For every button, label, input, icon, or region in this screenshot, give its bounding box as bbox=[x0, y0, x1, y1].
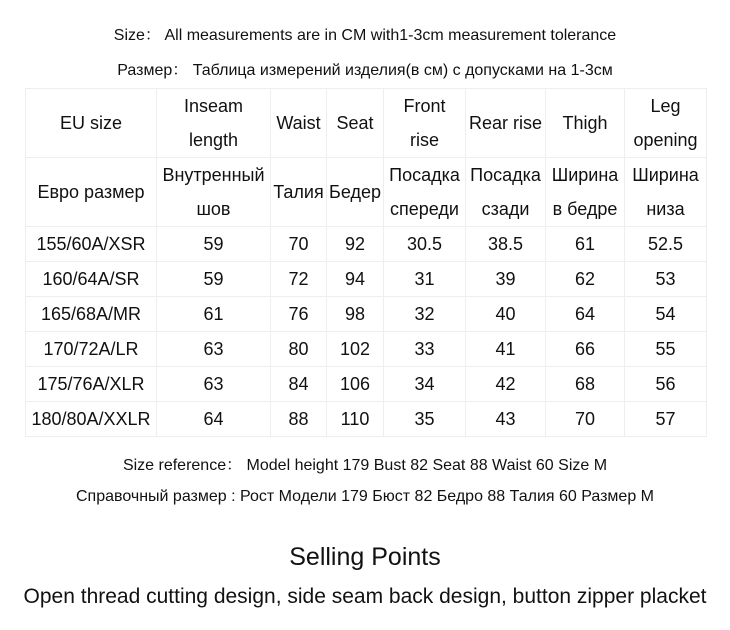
table-cell: 52.5 bbox=[625, 227, 707, 262]
header-row-russian bbox=[26, 158, 707, 227]
table-row bbox=[26, 262, 707, 297]
table-cell: 70 bbox=[271, 227, 327, 262]
table-cell: 180/80A/XXLR bbox=[26, 402, 157, 437]
table-cell: 155/60A/XSR bbox=[26, 227, 157, 262]
table-cell: 31 bbox=[384, 262, 466, 297]
selling-points-title: Selling Points bbox=[289, 543, 441, 571]
table-cell: 63 bbox=[157, 332, 271, 367]
table-cell: 34 bbox=[384, 367, 466, 402]
table-cell: 40 bbox=[466, 297, 546, 332]
selling-points-text: Open thread cutting design, side seam back design, button zipper placket bbox=[23, 585, 707, 608]
header-cell: Seat bbox=[327, 89, 384, 158]
table-cell: 38.5 bbox=[466, 227, 546, 262]
table-cell: 94 bbox=[327, 262, 384, 297]
table-cell: 61 bbox=[546, 227, 625, 262]
table-cell: 84 bbox=[271, 367, 327, 402]
table-cell: 39 bbox=[466, 262, 546, 297]
table-cell: 170/72A/LR bbox=[26, 332, 157, 367]
table-cell: 41 bbox=[466, 332, 546, 367]
table-cell: 98 bbox=[327, 297, 384, 332]
table-cell: 102 bbox=[327, 332, 384, 367]
header-cell: Посадка спереди bbox=[384, 158, 466, 227]
table-cell: 68 bbox=[546, 367, 625, 402]
table-cell: 70 bbox=[546, 402, 625, 437]
table-cell: 62 bbox=[546, 262, 625, 297]
header-cell: Внутренный шов bbox=[157, 158, 271, 227]
table-cell: 54 bbox=[625, 297, 707, 332]
table-cell: 64 bbox=[546, 297, 625, 332]
table-cell: 56 bbox=[625, 367, 707, 402]
header-row-english bbox=[26, 89, 707, 158]
size-reference-english: Size reference： Model height 179 Bust 82 Seat 88 Waist 60 Size M bbox=[122, 457, 608, 474]
table-cell: 55 bbox=[625, 332, 707, 367]
table-cell: 59 bbox=[157, 262, 271, 297]
header-cell: Ширина низа bbox=[625, 158, 707, 227]
size-chart-table bbox=[25, 88, 707, 437]
table-cell: 92 bbox=[327, 227, 384, 262]
table-cell: 88 bbox=[271, 402, 327, 437]
table-cell: 43 bbox=[466, 402, 546, 437]
measurement-note-russian: Размер： Таблица измерений изделия(в см) с допусками на 1-3см bbox=[117, 62, 613, 79]
table-row bbox=[26, 402, 707, 437]
header-cell: Евро размер bbox=[26, 158, 157, 227]
table-cell: 76 bbox=[271, 297, 327, 332]
table-cell: 66 bbox=[546, 332, 625, 367]
header-cell: Waist bbox=[271, 89, 327, 158]
header-cell: Rear rise bbox=[466, 89, 546, 158]
table-cell: 32 bbox=[384, 297, 466, 332]
table-cell: 63 bbox=[157, 367, 271, 402]
table-cell: 106 bbox=[327, 367, 384, 402]
table-cell: 80 bbox=[271, 332, 327, 367]
table-cell: 64 bbox=[157, 402, 271, 437]
table-row bbox=[26, 227, 707, 262]
table-row bbox=[26, 367, 707, 402]
header-cell: Посадка сзади bbox=[466, 158, 546, 227]
table-cell: 42 bbox=[466, 367, 546, 402]
table-cell: 59 bbox=[157, 227, 271, 262]
table-cell: 57 bbox=[625, 402, 707, 437]
table-cell: 165/68A/MR bbox=[26, 297, 157, 332]
table-cell: 33 bbox=[384, 332, 466, 367]
header-cell: Ширина в бедре bbox=[546, 158, 625, 227]
header-cell: Thigh bbox=[546, 89, 625, 158]
header-cell: Бедер bbox=[327, 158, 384, 227]
table-row bbox=[26, 297, 707, 332]
header-cell: Талия bbox=[271, 158, 327, 227]
header-cell: Inseam length bbox=[157, 89, 271, 158]
table-cell: 175/76A/XLR bbox=[26, 367, 157, 402]
table-cell: 72 bbox=[271, 262, 327, 297]
header-cell: Front rise bbox=[384, 89, 466, 158]
size-reference-russian: Справочный размер : Рост Модели 179 Бюст 82 Бедро 88 Талия 60 Размер M bbox=[75, 488, 654, 505]
table-row bbox=[26, 332, 707, 367]
table-cell: 53 bbox=[625, 262, 707, 297]
table-cell: 61 bbox=[157, 297, 271, 332]
measurement-note-english: Size： All measurements are in CM with1-3cm measurement tolerance bbox=[113, 27, 617, 44]
table-cell: 110 bbox=[327, 402, 384, 437]
header-cell: Leg opening bbox=[625, 89, 707, 158]
header-cell: EU size bbox=[26, 89, 157, 158]
table-cell: 30.5 bbox=[384, 227, 466, 262]
table-cell: 160/64A/SR bbox=[26, 262, 157, 297]
table-cell: 35 bbox=[384, 402, 466, 437]
